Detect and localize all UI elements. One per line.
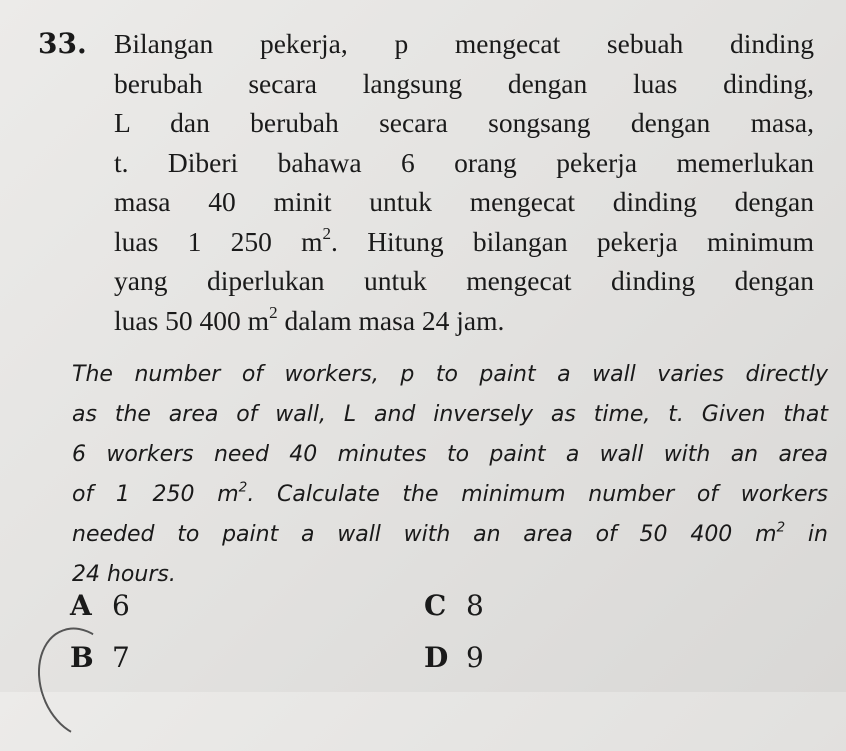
- english-line-5: [72, 515, 828, 555]
- english-line-3: 6 workers need 40 minutes to paint a wall with an area: [72, 442, 828, 467]
- question-text-english: [72, 355, 828, 595]
- malay-line-6-exponent: 2: [322, 223, 332, 243]
- option-a[interactable]: [70, 588, 130, 624]
- english-line-4-exponent: 2: [238, 479, 248, 496]
- english-line-1: The number of workers, p to paint a wall varies directly: [72, 362, 828, 387]
- question-number: 33.: [38, 27, 87, 60]
- english-line-5-end: in: [785, 522, 828, 547]
- malay-line-4: t. Diberi bahawa 6 orang pekerja memerlukan: [114, 146, 814, 178]
- option-d[interactable]: [424, 640, 484, 676]
- english-line-6: 24 hours.: [72, 562, 176, 587]
- malay-line-8-start: luas 50 400 m: [114, 304, 270, 336]
- malay-line-8-exponent: 2: [269, 302, 278, 322]
- malay-line-8-end: dalam masa 24 jam.: [277, 304, 505, 336]
- english-line-5-start: needed to paint a wall with an area of 50 400 m: [72, 522, 777, 547]
- english-line-2: as the area of wall, L and inversely as time, t. Given that: [72, 402, 828, 427]
- malay-line-2: berubah secara langsung dengan luas dinding,: [114, 67, 814, 99]
- malay-line-3: L dan berubah secara songsang dengan masa,: [114, 107, 814, 138]
- option-d-letter: D: [424, 641, 449, 674]
- option-a-letter: A: [70, 589, 92, 622]
- option-b-value: 7: [112, 641, 130, 674]
- malay-line-6-end: . Hitung bilangan pekerja minimum: [331, 225, 814, 257]
- english-line-5-exponent: 2: [776, 519, 786, 536]
- answer-circle-mark: [23, 615, 141, 751]
- option-c-letter: C: [424, 589, 447, 622]
- option-a-value: 6: [112, 589, 130, 622]
- malay-line-1: Bilangan pekerja, p mengecat sebuah dinding: [114, 28, 814, 59]
- option-c-value: 8: [466, 589, 484, 622]
- option-b-letter: B: [70, 641, 94, 674]
- english-line-4-start: of 1 250 m: [72, 482, 239, 507]
- malay-line-5: masa 40 minit untuk mengecat dinding dengan: [114, 186, 814, 217]
- malay-line-6: [114, 222, 814, 262]
- english-line-4-end: . Calculate the minimum number of workers: [247, 482, 828, 507]
- question-text-malay: [114, 24, 814, 340]
- malay-line-6-start: luas 1 250 m: [114, 225, 323, 257]
- malay-line-8: [114, 301, 814, 341]
- option-c[interactable]: [424, 588, 484, 624]
- english-line-4: [72, 475, 828, 515]
- option-d-value: 9: [466, 641, 484, 674]
- malay-line-7: yang diperlukan untuk mengecat dinding dengan: [114, 265, 814, 296]
